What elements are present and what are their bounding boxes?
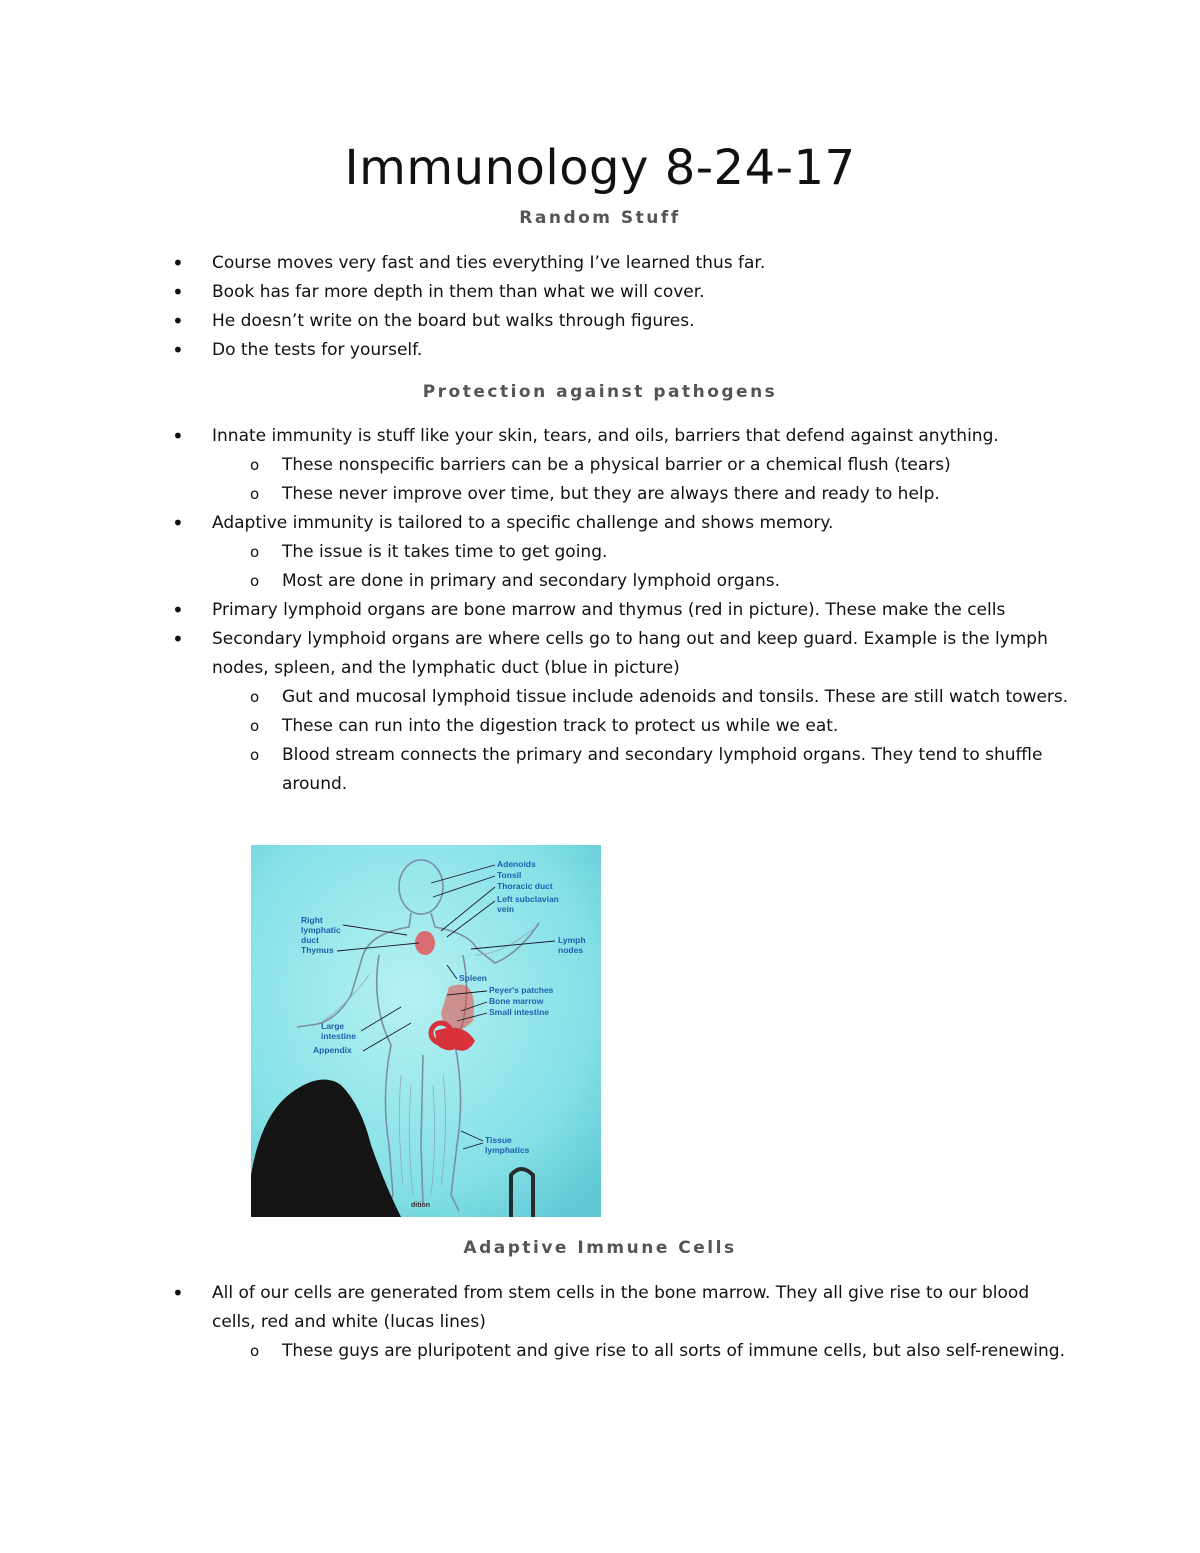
list-item-text: Adaptive immunity is tailored to a specific challenge and shows memory. bbox=[212, 513, 834, 533]
bullet-list-protection bbox=[212, 422, 1072, 799]
label-bone-marrow: Bone marrow bbox=[489, 996, 544, 1006]
label-appendix: Appendix bbox=[313, 1045, 352, 1055]
label-lymph: Lymph bbox=[558, 935, 586, 945]
bullet-list-random-stuff bbox=[212, 249, 1072, 365]
label-adenoids: Adenoids bbox=[497, 859, 536, 869]
list-item: • Course moves very fast and ties everything I’ve learned thus far. bbox=[212, 249, 1072, 278]
label-tonsil: Tonsil bbox=[497, 870, 522, 880]
label-left-subclavian: Left subclavian bbox=[497, 894, 559, 904]
sub-list-item: o Most are done in primary and secondary lymphoid organs. bbox=[282, 567, 1072, 596]
list-item: • Book has far more depth in them than what we will cover. bbox=[212, 278, 1072, 307]
list-item-text: All of our cells are generated from stem cells in the bone marrow. They all give rise to our blood cells, red and white (lucas lines) bbox=[212, 1283, 1030, 1332]
list-item bbox=[212, 422, 1072, 509]
label-edition: dition bbox=[411, 1202, 431, 1209]
label-large: Large bbox=[321, 1021, 345, 1031]
list-item bbox=[212, 1279, 1072, 1366]
sub-list-item: o These can run into the digestion track to protect us while we eat. bbox=[282, 712, 1072, 741]
bullet-list-adaptive-immune-cells bbox=[212, 1279, 1072, 1366]
label-nodes: nodes bbox=[558, 945, 584, 955]
list-item: • He doesn’t write on the board but walks through figures. bbox=[212, 307, 1072, 336]
label-vein: vein bbox=[497, 904, 515, 914]
sub-list-item: o Blood stream connects the primary and secondary lymphoid organs. They tend to shuffle around. bbox=[282, 741, 1072, 799]
section-heading-adaptive-immune-cells: Adaptive Immune Cells bbox=[463, 1238, 737, 1258]
label-lymphatic: lymphatic bbox=[301, 925, 341, 935]
label-spleen: Spleen bbox=[459, 973, 487, 983]
label-tissue: Tissue bbox=[485, 1135, 512, 1145]
section-heading-protection: Protection against pathogens bbox=[422, 382, 778, 402]
list-item: • Primary lymphoid organs are bone marrow and thymus (red in picture). These make the cells bbox=[212, 596, 1072, 625]
label-right: Right bbox=[301, 915, 323, 925]
label-duct: duct bbox=[301, 935, 319, 945]
list-item bbox=[212, 625, 1072, 799]
sub-list-item: o These never improve over time, but they are always there and ready to help. bbox=[282, 480, 1072, 509]
section-heading-random-stuff: Random Stuff bbox=[519, 208, 681, 228]
sub-list bbox=[212, 683, 1072, 799]
label-intestine: intestine bbox=[321, 1031, 356, 1041]
list-item bbox=[212, 509, 1072, 596]
lymphatic-system-diagram bbox=[251, 845, 601, 1217]
label-lymphatics: lymphatics bbox=[485, 1145, 530, 1155]
sub-list-item: o Gut and mucosal lymphoid tissue include adenoids and tonsils. These are still watch towers. bbox=[282, 683, 1072, 712]
list-item: • Do the tests for yourself. bbox=[212, 336, 1072, 365]
lymphatic-system-photo bbox=[251, 845, 601, 1217]
label-thoracic-duct: Thoracic duct bbox=[497, 881, 553, 891]
sub-list bbox=[212, 1337, 1072, 1366]
sub-list-item: o These guys are pluripotent and give rise to all sorts of immune cells, but also self-renewing. bbox=[282, 1337, 1072, 1366]
list-item-text: Innate immunity is stuff like your skin, tears, and oils, barriers that defend against anything. bbox=[212, 426, 999, 446]
sub-list bbox=[212, 451, 1072, 509]
sub-list bbox=[212, 538, 1072, 596]
sub-list-item: o The issue is it takes time to get going. bbox=[282, 538, 1072, 567]
sub-list-item: o These nonspecific barriers can be a physical barrier or a chemical flush (tears) bbox=[282, 451, 1072, 480]
page-title: Immunology 8-24-17 bbox=[344, 140, 856, 196]
label-small-intestine: Small intestine bbox=[489, 1007, 549, 1017]
label-thymus: Thymus bbox=[301, 945, 334, 955]
list-item-text: Secondary lymphoid organs are where cells go to hang out and keep guard. Example is the lymph nodes, spleen, and the lymphatic duct (blue in picture) bbox=[212, 629, 1048, 678]
label-peyers-patches: Peyer's patches bbox=[489, 985, 554, 995]
